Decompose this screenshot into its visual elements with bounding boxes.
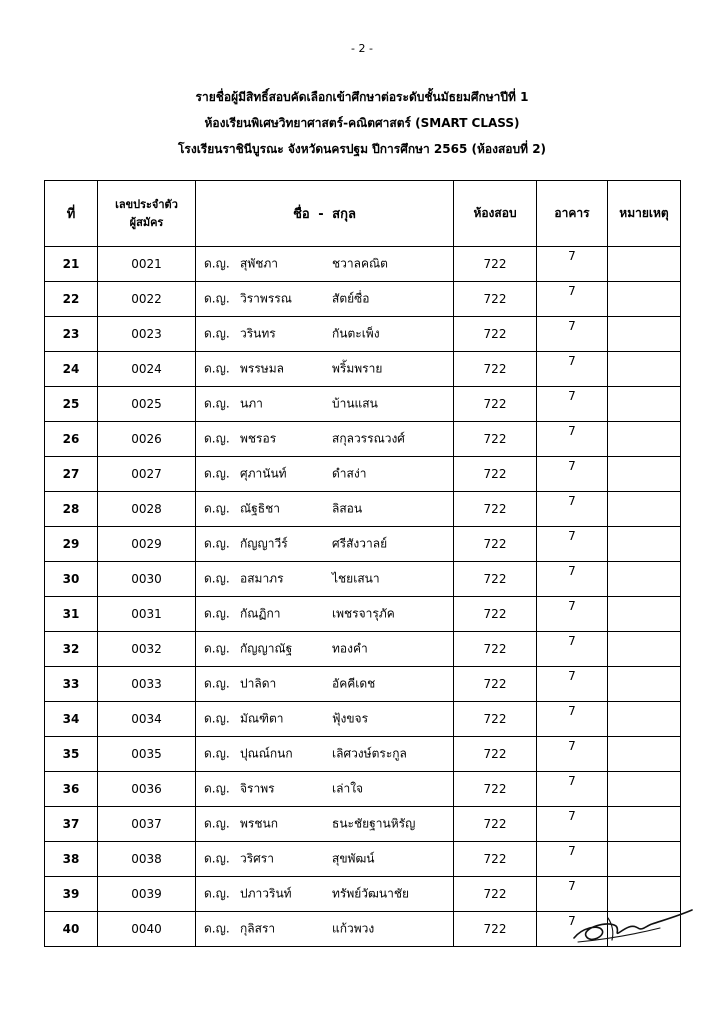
row-building-value: 7 — [568, 809, 576, 823]
row-last-name: ทองคำ — [332, 641, 368, 656]
row-name-prefix: ด.ญ. — [204, 466, 230, 481]
row-name — [196, 247, 454, 282]
table-row — [45, 527, 681, 562]
row-name-prefix: ด.ญ. — [204, 291, 230, 306]
row-last-name: เลิศวงษ์ตระกูล — [332, 746, 407, 761]
row-exam-room: 722 — [454, 527, 537, 562]
row-building — [537, 527, 608, 562]
row-no: 37 — [45, 807, 98, 842]
row-no: 26 — [45, 422, 98, 457]
row-no: 33 — [45, 667, 98, 702]
table-row — [45, 632, 681, 667]
row-building — [537, 457, 608, 492]
row-exam-room: 722 — [454, 457, 537, 492]
row-exam-room: 722 — [454, 632, 537, 667]
row-building — [537, 562, 608, 597]
row-name-prefix: ด.ญ. — [204, 886, 230, 901]
row-no: 36 — [45, 772, 98, 807]
row-first-name: อสมาภร — [240, 571, 284, 586]
row-name-prefix: ด.ญ. — [204, 431, 230, 446]
row-applicant-id: 0030 — [98, 562, 196, 597]
row-no: 35 — [45, 737, 98, 772]
row-exam-room: 722 — [454, 387, 537, 422]
row-exam-room: 722 — [454, 597, 537, 632]
row-applicant-id: 0025 — [98, 387, 196, 422]
header-applicant-id-line1: เลขประจำตัว — [115, 197, 178, 211]
row-exam-room: 722 — [454, 562, 537, 597]
row-remarks — [608, 422, 681, 457]
row-last-name: ทรัพย์วัฒนาชัย — [332, 886, 409, 901]
row-exam-room: 722 — [454, 877, 537, 912]
row-exam-room: 722 — [454, 772, 537, 807]
table-row — [45, 457, 681, 492]
document-title-line-3: โรงเรียนราชินีบูรณะ จังหวัดนครปฐม ปีการศึกษา 2565 (ห้องสอบที่ 2) — [177, 142, 547, 156]
row-first-name: วิราพรรณ — [240, 291, 292, 306]
row-applicant-id: 0038 — [98, 842, 196, 877]
row-name-prefix: ด.ญ. — [204, 641, 230, 656]
row-name — [196, 667, 454, 702]
row-name-prefix: ด.ญ. — [204, 396, 230, 411]
row-no: 32 — [45, 632, 98, 667]
row-no: 22 — [45, 282, 98, 317]
row-name — [196, 737, 454, 772]
row-last-name: พริ้มพราย — [332, 361, 383, 376]
row-remarks — [608, 807, 681, 842]
row-applicant-id: 0024 — [98, 352, 196, 387]
row-no: 29 — [45, 527, 98, 562]
row-remarks — [608, 772, 681, 807]
row-first-name: ณัฐธิชา — [240, 501, 280, 516]
row-name-prefix: ด.ญ. — [204, 606, 230, 621]
row-building — [537, 772, 608, 807]
row-name-prefix: ด.ญ. — [204, 256, 230, 271]
table-header-row — [45, 181, 681, 247]
row-building — [537, 667, 608, 702]
header-applicant-id-line2: ผู้สมัคร — [129, 215, 164, 229]
row-applicant-id: 0028 — [98, 492, 196, 527]
row-building-value: 7 — [568, 879, 576, 893]
row-applicant-id: 0037 — [98, 807, 196, 842]
row-no: 28 — [45, 492, 98, 527]
row-last-name: แก้วพวง — [332, 921, 375, 936]
row-last-name: สุขพัฒน์ — [332, 851, 375, 866]
row-name — [196, 492, 454, 527]
row-exam-room: 722 — [454, 702, 537, 737]
row-name — [196, 632, 454, 667]
row-remarks — [608, 317, 681, 352]
row-applicant-id: 0039 — [98, 877, 196, 912]
row-exam-room: 722 — [454, 282, 537, 317]
row-name-prefix: ด.ญ. — [204, 361, 230, 376]
row-remarks — [608, 702, 681, 737]
row-first-name: กัณฏิกา — [240, 606, 281, 621]
row-name-prefix: ด.ญ. — [204, 501, 230, 516]
row-last-name: เพชรจารุภัค — [332, 606, 395, 621]
row-exam-room: 722 — [454, 422, 537, 457]
row-applicant-id: 0032 — [98, 632, 196, 667]
row-building-value: 7 — [568, 529, 576, 543]
row-last-name: สกุลวรรณวงศ์ — [332, 431, 405, 446]
table-row — [45, 352, 681, 387]
row-remarks — [608, 387, 681, 422]
row-building-value: 7 — [568, 599, 576, 613]
row-remarks — [608, 597, 681, 632]
row-first-name: ปุณณ์กนก — [240, 746, 293, 761]
row-name-prefix: ด.ญ. — [204, 921, 230, 936]
row-applicant-id: 0023 — [98, 317, 196, 352]
row-last-name: ดำสง่า — [332, 466, 367, 481]
row-last-name: ชวาลคณิต — [332, 256, 388, 271]
row-name-prefix: ด.ญ. — [204, 326, 230, 341]
row-building-value: 7 — [568, 704, 576, 718]
row-no: 21 — [45, 247, 98, 282]
row-remarks — [608, 632, 681, 667]
row-remarks — [608, 282, 681, 317]
row-name-prefix: ด.ญ. — [204, 536, 230, 551]
row-exam-room: 722 — [454, 352, 537, 387]
row-applicant-id: 0026 — [98, 422, 196, 457]
row-name — [196, 877, 454, 912]
row-last-name: กันตะเพ็ง — [332, 326, 380, 341]
table-row — [45, 842, 681, 877]
row-last-name: บ้านแสน — [332, 396, 378, 411]
row-applicant-id: 0036 — [98, 772, 196, 807]
row-exam-room: 722 — [454, 667, 537, 702]
row-last-name: ธนะชัยฐานหิรัญ — [332, 816, 416, 831]
row-remarks — [608, 737, 681, 772]
header-building: อาคาร — [537, 181, 608, 247]
row-last-name: ศรีสังวาลย์ — [332, 536, 388, 551]
table-row — [45, 492, 681, 527]
row-remarks — [608, 842, 681, 877]
row-exam-room: 722 — [454, 807, 537, 842]
row-remarks — [608, 667, 681, 702]
row-exam-room: 722 — [454, 492, 537, 527]
row-name-prefix: ด.ญ. — [204, 571, 230, 586]
row-last-name: สัตย์ซื่อ — [332, 291, 370, 306]
row-name — [196, 702, 454, 737]
row-remarks — [608, 352, 681, 387]
row-building-value: 7 — [568, 319, 576, 333]
row-remarks — [608, 247, 681, 282]
row-name — [196, 387, 454, 422]
row-building — [537, 317, 608, 352]
header-name: ชื่อ - สกุล — [196, 181, 454, 247]
row-name — [196, 807, 454, 842]
row-first-name: กัญญาณัฐ — [240, 641, 293, 656]
table-row — [45, 562, 681, 597]
row-name — [196, 562, 454, 597]
row-building-value: 7 — [568, 914, 576, 928]
candidate-table — [44, 180, 681, 947]
row-first-name: วริศรา — [240, 851, 274, 866]
row-exam-room: 722 — [454, 247, 537, 282]
row-first-name: พรชนก — [240, 816, 278, 831]
header-exam-room: ห้องสอบ — [454, 181, 537, 247]
table-row — [45, 247, 681, 282]
table-row — [45, 387, 681, 422]
row-building-value: 7 — [568, 634, 576, 648]
row-exam-room: 722 — [454, 737, 537, 772]
row-building-value: 7 — [568, 739, 576, 753]
table-row — [45, 772, 681, 807]
row-first-name: กัญญาวีร์ — [240, 536, 288, 551]
row-name — [196, 527, 454, 562]
table-row — [45, 317, 681, 352]
row-name — [196, 457, 454, 492]
row-building — [537, 352, 608, 387]
row-name — [196, 597, 454, 632]
row-building-value: 7 — [568, 459, 576, 473]
row-applicant-id: 0022 — [98, 282, 196, 317]
header-no: ที่ — [45, 181, 98, 247]
row-building-value: 7 — [568, 564, 576, 578]
row-building — [537, 737, 608, 772]
row-last-name: ไชยเสนา — [332, 571, 380, 586]
header-remarks: หมายเหตุ — [608, 181, 681, 247]
row-building — [537, 282, 608, 317]
row-applicant-id: 0031 — [98, 597, 196, 632]
table-body — [45, 247, 681, 947]
row-building-value: 7 — [568, 424, 576, 438]
row-applicant-id: 0021 — [98, 247, 196, 282]
row-exam-room: 722 — [454, 317, 537, 352]
row-building — [537, 597, 608, 632]
row-remarks — [608, 562, 681, 597]
row-building-value: 7 — [568, 284, 576, 298]
row-building — [537, 492, 608, 527]
row-building-value: 7 — [568, 249, 576, 263]
row-applicant-id: 0035 — [98, 737, 196, 772]
row-building-value: 7 — [568, 494, 576, 508]
signature — [568, 906, 698, 948]
table-row — [45, 597, 681, 632]
row-exam-room: 722 — [454, 912, 537, 947]
row-name — [196, 282, 454, 317]
row-name-prefix: ด.ญ. — [204, 851, 230, 866]
row-name — [196, 772, 454, 807]
row-building — [537, 387, 608, 422]
row-first-name: ปาลิดา — [240, 676, 277, 691]
row-last-name: เล่าใจ — [332, 781, 364, 796]
row-name-prefix: ด.ญ. — [204, 746, 230, 761]
row-name — [196, 317, 454, 352]
table-row — [45, 807, 681, 842]
row-no: 27 — [45, 457, 98, 492]
row-first-name: กุลิสรา — [240, 921, 276, 936]
row-remarks — [608, 457, 681, 492]
row-applicant-id: 0027 — [98, 457, 196, 492]
row-last-name: ลิสอน — [332, 501, 363, 516]
row-no: 34 — [45, 702, 98, 737]
row-building-value: 7 — [568, 389, 576, 403]
header-applicant-id — [98, 181, 196, 247]
row-name — [196, 352, 454, 387]
row-building — [537, 702, 608, 737]
row-first-name: ปภาวรินท์ — [240, 886, 292, 901]
row-no: 31 — [45, 597, 98, 632]
row-exam-room: 722 — [454, 842, 537, 877]
table-row — [45, 282, 681, 317]
row-no: 40 — [45, 912, 98, 947]
row-no: 23 — [45, 317, 98, 352]
row-no: 38 — [45, 842, 98, 877]
row-applicant-id: 0033 — [98, 667, 196, 702]
row-building-value: 7 — [568, 774, 576, 788]
row-name-prefix: ด.ญ. — [204, 781, 230, 796]
page-number: - 2 - — [351, 42, 373, 55]
row-building — [537, 632, 608, 667]
row-building — [537, 842, 608, 877]
row-name-prefix: ด.ญ. — [204, 711, 230, 726]
row-last-name: ฟุ้งขจร — [332, 711, 369, 726]
row-name — [196, 912, 454, 947]
row-applicant-id: 0029 — [98, 527, 196, 562]
row-name — [196, 422, 454, 457]
row-building — [537, 247, 608, 282]
row-first-name: นภา — [240, 396, 263, 411]
row-applicant-id: 0034 — [98, 702, 196, 737]
row-building-value: 7 — [568, 669, 576, 683]
table-row — [45, 422, 681, 457]
row-no: 39 — [45, 877, 98, 912]
row-applicant-id: 0040 — [98, 912, 196, 947]
row-building — [537, 422, 608, 457]
row-first-name: พชรอร — [240, 431, 277, 446]
row-name-prefix: ด.ญ. — [204, 676, 230, 691]
row-last-name: อัคคีเดช — [332, 676, 376, 691]
row-first-name: ศุภานันท์ — [240, 466, 287, 481]
row-name — [196, 842, 454, 877]
row-first-name: จิราพร — [240, 781, 275, 796]
row-building-value: 7 — [568, 844, 576, 858]
row-first-name: วรินทร — [240, 326, 276, 341]
row-building — [537, 807, 608, 842]
row-first-name: พรรษมล — [240, 361, 284, 376]
table-row — [45, 702, 681, 737]
row-remarks — [608, 527, 681, 562]
row-remarks — [608, 492, 681, 527]
table-row — [45, 737, 681, 772]
row-building-value: 7 — [568, 354, 576, 368]
document-title-line-2: ห้องเรียนพิเศษวิทยาศาสตร์-คณิตศาสตร์ (SMART CLASS) — [204, 116, 520, 130]
document-title-line-1: รายชื่อผู้มีสิทธิ์สอบคัดเลือกเข้าศึกษาต่อระดับชั้นมัธยมศึกษาปีที่ 1 — [195, 90, 529, 104]
row-no: 30 — [45, 562, 98, 597]
row-no: 24 — [45, 352, 98, 387]
row-first-name: มัณฑิตา — [240, 711, 284, 726]
row-no: 25 — [45, 387, 98, 422]
row-first-name: สุพัชภา — [240, 256, 279, 271]
row-name-prefix: ด.ญ. — [204, 816, 230, 831]
table-row — [45, 667, 681, 702]
